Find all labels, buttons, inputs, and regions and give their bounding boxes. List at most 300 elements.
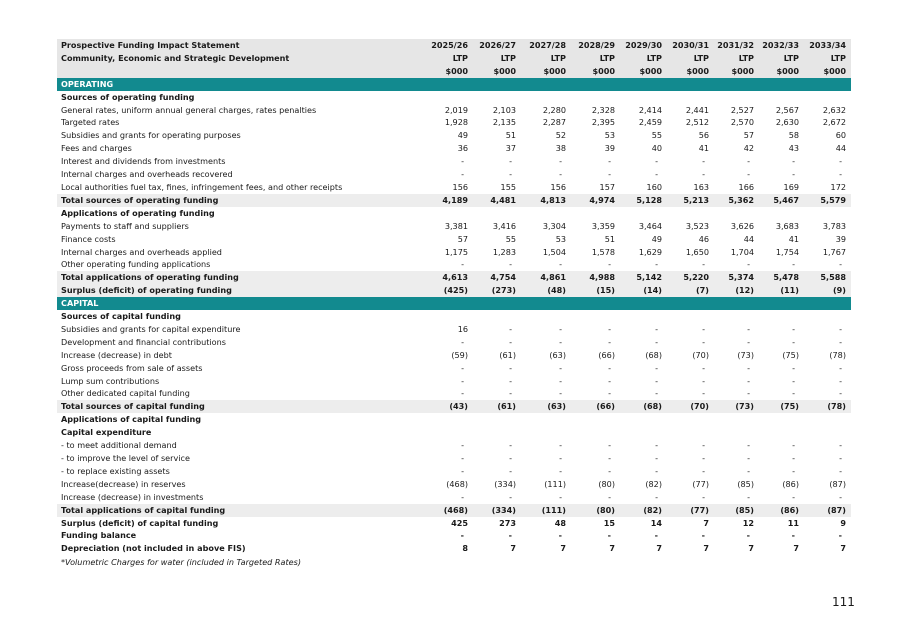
cell-value: -	[792, 491, 795, 502]
cell-value: 2,630	[775, 117, 799, 128]
cell-value: (43)	[428, 400, 473, 413]
table-row	[57, 233, 851, 246]
cell-value: 12	[742, 517, 754, 528]
cell-value: 1,704	[730, 246, 754, 257]
cell-value: (11)	[759, 284, 804, 297]
cell-value: -	[509, 362, 512, 373]
cell-value: 169	[783, 181, 799, 192]
table-row	[57, 155, 851, 168]
total-row	[57, 400, 851, 413]
table-row	[57, 387, 851, 400]
cell-value: 3,523	[685, 220, 709, 231]
cell-value	[667, 207, 714, 220]
row-label: Increase(decrease) in reserves	[61, 478, 186, 489]
cell-value: 5,579	[804, 194, 851, 207]
cell-value	[667, 426, 714, 439]
cell-value: 14	[650, 517, 662, 528]
cell-value	[521, 413, 571, 426]
cell-value: -	[655, 336, 658, 347]
unit-label: $000	[473, 65, 521, 78]
row-label: Total applications of capital funding	[57, 504, 428, 517]
cell-value: 8	[462, 543, 468, 554]
cell-value: -	[461, 336, 464, 347]
cell-value: -	[509, 440, 512, 451]
cell-value	[759, 91, 804, 104]
row-label: Sources of operating funding	[61, 91, 195, 102]
cell-value: 172	[830, 181, 846, 192]
cell-value: -	[607, 530, 611, 541]
subheading-row	[57, 91, 851, 104]
cell-value: -	[702, 156, 705, 167]
table-row	[57, 439, 851, 452]
cell-value: 163	[693, 181, 709, 192]
cell-value	[759, 310, 804, 323]
cell-value: (87)	[804, 504, 851, 517]
cell-value: 2,019	[444, 104, 468, 115]
cell-value	[521, 91, 571, 104]
row-label: Surplus (deficit) of capital funding	[61, 517, 219, 528]
cell-value: (70)	[667, 400, 714, 413]
cell-value	[521, 310, 571, 323]
table-row	[57, 465, 851, 478]
cell-value: -	[608, 453, 611, 463]
cell-value	[473, 91, 521, 104]
cell-value: -	[701, 530, 705, 541]
cell-value: 156	[452, 181, 468, 192]
unit-label: $000	[714, 65, 759, 78]
cell-value: (334)	[494, 478, 516, 489]
cell-value: 4,754	[473, 271, 521, 284]
cell-value: 55	[505, 233, 516, 244]
cell-value: (85)	[714, 504, 759, 517]
cell-value: -	[747, 156, 750, 167]
cell-value	[521, 426, 571, 439]
cell-value: (7)	[667, 284, 714, 297]
cell-value: 160	[646, 181, 662, 192]
cell-value: -	[559, 169, 562, 180]
cell-value: -	[792, 323, 795, 334]
cell-value: -	[839, 375, 842, 386]
subheading-row	[57, 310, 851, 323]
cell-value: -	[792, 440, 795, 451]
cell-value: 1,283	[492, 246, 516, 257]
cell-value: 5,374	[714, 271, 759, 284]
footnote: *Volumetric Charges for water (included in Targeted Rates)	[61, 557, 302, 567]
cell-value: 2,567	[775, 104, 799, 115]
ltp-label: LTP	[804, 52, 851, 65]
cell-value: (66)	[571, 400, 620, 413]
cell-value: 48	[554, 517, 566, 528]
row-label: Sources of capital funding	[61, 311, 181, 322]
cell-value: 55	[651, 130, 662, 141]
unit-label: $000	[521, 65, 571, 78]
cell-value	[714, 91, 759, 104]
cell-value: 4,481	[473, 194, 521, 207]
cell-value: -	[839, 336, 842, 347]
cell-value: -	[608, 156, 611, 167]
cell-value: 2,441	[685, 104, 709, 115]
cell-value: -	[702, 453, 705, 463]
cell-value	[620, 207, 667, 220]
cell-value: -	[747, 169, 750, 180]
cell-value: 7	[703, 543, 709, 554]
cell-value: (61)	[499, 349, 516, 360]
cell-value: -	[791, 530, 795, 541]
cell-value: -	[655, 453, 658, 463]
cell-value	[473, 413, 521, 426]
cell-value: -	[839, 491, 842, 502]
cell-value: 2,672	[822, 117, 846, 128]
cell-value: 16	[457, 323, 468, 334]
table-row	[57, 349, 851, 362]
cell-value: 3,416	[492, 220, 516, 231]
row-label: Local authorities fuel tax, fines, infringement fees, and other receipts	[61, 181, 343, 192]
cell-value: -	[509, 336, 512, 347]
cell-value: 44	[743, 233, 754, 244]
cell-value: 41	[788, 233, 799, 244]
cell-value: -	[608, 440, 611, 451]
cell-value: -	[608, 388, 611, 399]
cell-value: 56	[698, 130, 709, 141]
cell-value: 40	[651, 143, 662, 154]
cell-value: -	[509, 375, 512, 386]
cell-value: -	[654, 530, 658, 541]
cell-value	[714, 413, 759, 426]
cell-value: 425	[451, 517, 468, 528]
cell-value	[759, 413, 804, 426]
cell-value: -	[461, 465, 464, 476]
cell-value: (86)	[782, 478, 799, 489]
cell-value: (85)	[737, 478, 754, 489]
subheading-row	[57, 426, 851, 439]
cell-value: -	[559, 388, 562, 399]
cell-value	[571, 310, 620, 323]
table-row	[57, 258, 851, 271]
cell-value: -	[702, 362, 705, 373]
row-label: Total sources of capital funding	[57, 400, 428, 413]
cell-value: 2,287	[542, 117, 566, 128]
cell-value: 58	[788, 130, 799, 141]
cell-value: 7	[656, 543, 662, 554]
cell-value: -	[461, 156, 464, 167]
cell-value: (78)	[804, 400, 851, 413]
cell-value: 38	[555, 143, 566, 154]
cell-value: -	[461, 440, 464, 451]
unit-label: $000	[804, 65, 851, 78]
cell-value: 5,467	[759, 194, 804, 207]
cell-value: (78)	[829, 349, 846, 360]
table-row	[57, 529, 851, 542]
ltp-label: LTP	[428, 52, 473, 65]
cell-value: 44	[835, 143, 846, 154]
cell-value: 53	[555, 233, 566, 244]
cell-value: -	[509, 259, 512, 270]
cell-value: 5,362	[714, 194, 759, 207]
cell-value: 2,328	[591, 104, 615, 115]
cell-value: 155	[500, 181, 516, 192]
cell-value: 53	[604, 130, 615, 141]
cell-value	[571, 426, 620, 439]
cell-value: -	[655, 156, 658, 167]
cell-value: -	[608, 259, 611, 270]
cell-value: (468)	[428, 504, 473, 517]
cell-value: -	[792, 156, 795, 167]
cell-value: -	[747, 491, 750, 502]
cell-value: -	[559, 156, 562, 167]
cell-value: 2,527	[730, 104, 754, 115]
cell-value: -	[608, 336, 611, 347]
cell-value: -	[461, 169, 464, 180]
cell-value: 1,767	[822, 246, 846, 257]
cell-value: -	[509, 388, 512, 399]
row-label: Internal charges and overheads applied	[61, 246, 222, 257]
row-label: Other operating funding applications	[61, 259, 211, 270]
cell-value: (15)	[571, 284, 620, 297]
cell-value: 5,128	[620, 194, 667, 207]
year-header: 2030/31	[667, 39, 714, 52]
row-label: - to meet additional demand	[61, 440, 177, 451]
row-label: Total applications of operating funding	[57, 271, 428, 284]
cell-value: -	[747, 259, 750, 270]
cell-value: -	[747, 336, 750, 347]
cell-value: -	[559, 375, 562, 386]
row-label: Gross proceeds from sale of assets	[61, 362, 203, 373]
cell-value: 1,928	[444, 117, 468, 128]
cell-value: -	[608, 491, 611, 502]
cell-value: -	[655, 491, 658, 502]
cell-value: 3,464	[638, 220, 662, 231]
cell-value: -	[746, 530, 750, 541]
row-label: Lump sum contributions	[61, 375, 160, 386]
cell-value	[714, 207, 759, 220]
table-row	[57, 116, 851, 129]
cell-value: -	[839, 440, 842, 451]
cell-value: 4,988	[571, 271, 620, 284]
cell-value: (70)	[692, 349, 709, 360]
cell-value: (111)	[521, 504, 571, 517]
table-row	[57, 129, 851, 142]
cell-value: 5,213	[667, 194, 714, 207]
cell-value: -	[655, 375, 658, 386]
cell-value: -	[702, 440, 705, 451]
cell-value: -	[509, 465, 512, 476]
cell-value	[620, 426, 667, 439]
header-spacer	[57, 65, 428, 78]
cell-value: 57	[457, 233, 468, 244]
cell-value: -	[747, 465, 750, 476]
table-row	[57, 142, 851, 155]
cell-value: (87)	[829, 478, 846, 489]
cell-value: (73)	[714, 400, 759, 413]
cell-value	[473, 207, 521, 220]
cell-value	[804, 91, 851, 104]
cell-value: -	[655, 259, 658, 270]
cell-value: 2,135	[492, 117, 516, 128]
cell-value: -	[509, 323, 512, 334]
ltp-label: LTP	[620, 52, 667, 65]
cell-value: -	[839, 453, 842, 463]
cell-value: -	[460, 530, 464, 541]
cell-value: 7	[560, 543, 566, 554]
cell-value: -	[559, 491, 562, 502]
cell-value: -	[747, 440, 750, 451]
ltp-label: LTP	[521, 52, 571, 65]
row-label: Depreciation (not included in above FIS)	[61, 543, 246, 554]
unit-label: $000	[571, 65, 620, 78]
cell-value: 46	[698, 233, 709, 244]
cell-value: (111)	[544, 478, 566, 489]
cell-value: 60	[835, 130, 846, 141]
row-label: Applications of capital funding	[61, 414, 202, 425]
total-row	[57, 284, 851, 297]
total-row	[57, 504, 851, 517]
cell-value	[804, 413, 851, 426]
year-header: 2027/28	[521, 39, 571, 52]
cell-value: (82)	[620, 504, 667, 517]
cell-value: 166	[738, 181, 754, 192]
table-row	[57, 336, 851, 349]
cell-value: -	[559, 259, 562, 270]
row-label: Subsidies and grants for operating purposes	[61, 130, 241, 141]
cell-value: 7	[748, 543, 754, 554]
cell-value: 51	[604, 233, 615, 244]
cell-value: 3,783	[822, 220, 846, 231]
cell-value: 2,632	[822, 104, 846, 115]
cell-value: -	[461, 375, 464, 386]
unit-label: $000	[620, 65, 667, 78]
table-row	[57, 517, 851, 530]
cell-value: (75)	[759, 400, 804, 413]
cell-value: -	[559, 362, 562, 373]
cell-value: (14)	[620, 284, 667, 297]
cell-value: 36	[457, 143, 468, 154]
cell-value: 37	[505, 143, 516, 154]
cell-value: (80)	[598, 478, 615, 489]
section-header	[57, 78, 851, 91]
ltp-label: LTP	[667, 52, 714, 65]
header-row-subtitle	[57, 52, 851, 65]
table-row	[57, 246, 851, 259]
subheading-row	[57, 207, 851, 220]
year-header: 2032/33	[759, 39, 804, 52]
cell-value: 9	[840, 517, 846, 528]
cell-value: 15	[603, 517, 615, 528]
cell-value: -	[508, 530, 512, 541]
cell-value: -	[509, 453, 512, 463]
cell-value: -	[839, 362, 842, 373]
cell-value: -	[461, 491, 464, 502]
row-label: Subsidies and grants for capital expenditure	[61, 323, 241, 334]
cell-value	[571, 207, 620, 220]
cell-value	[620, 413, 667, 426]
cell-value: -	[461, 388, 464, 399]
cell-value: -	[461, 259, 464, 270]
cell-value: (9)	[804, 284, 851, 297]
cell-value: (66)	[598, 349, 615, 360]
cell-value: 57	[743, 130, 754, 141]
cell-value: 3,359	[591, 220, 615, 231]
table-row	[57, 104, 851, 117]
cell-value: (68)	[620, 400, 667, 413]
cell-value	[521, 207, 571, 220]
cell-value: (82)	[645, 478, 662, 489]
cell-value: -	[702, 169, 705, 180]
cell-value	[667, 413, 714, 426]
row-label: - to replace existing assets	[61, 465, 170, 476]
row-label: Fees and charges	[61, 143, 132, 154]
cell-value: (86)	[759, 504, 804, 517]
cell-value: -	[838, 530, 842, 541]
cell-value	[759, 426, 804, 439]
cell-value	[428, 207, 473, 220]
header-row-title	[57, 39, 851, 52]
cell-value: -	[792, 388, 795, 399]
cell-value	[428, 413, 473, 426]
row-label: General rates, uniform annual general charges, rates penalties	[61, 104, 317, 115]
cell-value: 2,512	[685, 117, 709, 128]
row-label: Development and financial contributions	[61, 336, 226, 347]
ltp-label: LTP	[473, 52, 521, 65]
cell-value: 4,861	[521, 271, 571, 284]
cell-value: -	[702, 259, 705, 270]
cell-value: -	[792, 362, 795, 373]
cell-value	[428, 426, 473, 439]
cell-value: (63)	[549, 349, 566, 360]
row-label: Increase (decrease) in investments	[61, 491, 204, 502]
cell-value: -	[792, 465, 795, 476]
cell-value: -	[747, 388, 750, 399]
unit-label: $000	[759, 65, 804, 78]
cell-value: (73)	[737, 349, 754, 360]
cell-value: 11	[787, 517, 799, 528]
cell-value: 5,220	[667, 271, 714, 284]
cell-value: -	[792, 375, 795, 386]
ltp-label: LTP	[714, 52, 759, 65]
unit-label: $000	[667, 65, 714, 78]
cell-value: (63)	[521, 400, 571, 413]
cell-value: (48)	[521, 284, 571, 297]
year-header: 2033/34	[804, 39, 851, 52]
cell-value: 43	[788, 143, 799, 154]
cell-value: (59)	[451, 349, 468, 360]
year-header: 2031/32	[714, 39, 759, 52]
cell-value: -	[792, 336, 795, 347]
table-row	[57, 220, 851, 233]
cell-value: -	[839, 259, 842, 270]
cell-value: -	[839, 465, 842, 476]
cell-value: -	[747, 362, 750, 373]
cell-value: 4,613	[428, 271, 473, 284]
page-number: 111	[832, 595, 855, 609]
row-label: Capital expenditure	[61, 427, 152, 438]
cell-value: (12)	[714, 284, 759, 297]
cell-value: -	[461, 453, 464, 463]
section-label: CAPITAL	[57, 297, 851, 310]
cell-value: -	[655, 440, 658, 451]
cell-value: 41	[698, 143, 709, 154]
ltp-label: LTP	[571, 52, 620, 65]
cell-value: 3,381	[444, 220, 468, 231]
year-header: 2028/29	[571, 39, 620, 52]
cell-value	[620, 310, 667, 323]
cell-value: -	[792, 453, 795, 463]
cell-value: (77)	[692, 478, 709, 489]
row-label: Payments to staff and suppliers	[61, 220, 189, 231]
cell-value: -	[839, 323, 842, 334]
cell-value	[714, 310, 759, 323]
cell-value: 3,626	[730, 220, 754, 231]
cell-value: -	[839, 169, 842, 180]
